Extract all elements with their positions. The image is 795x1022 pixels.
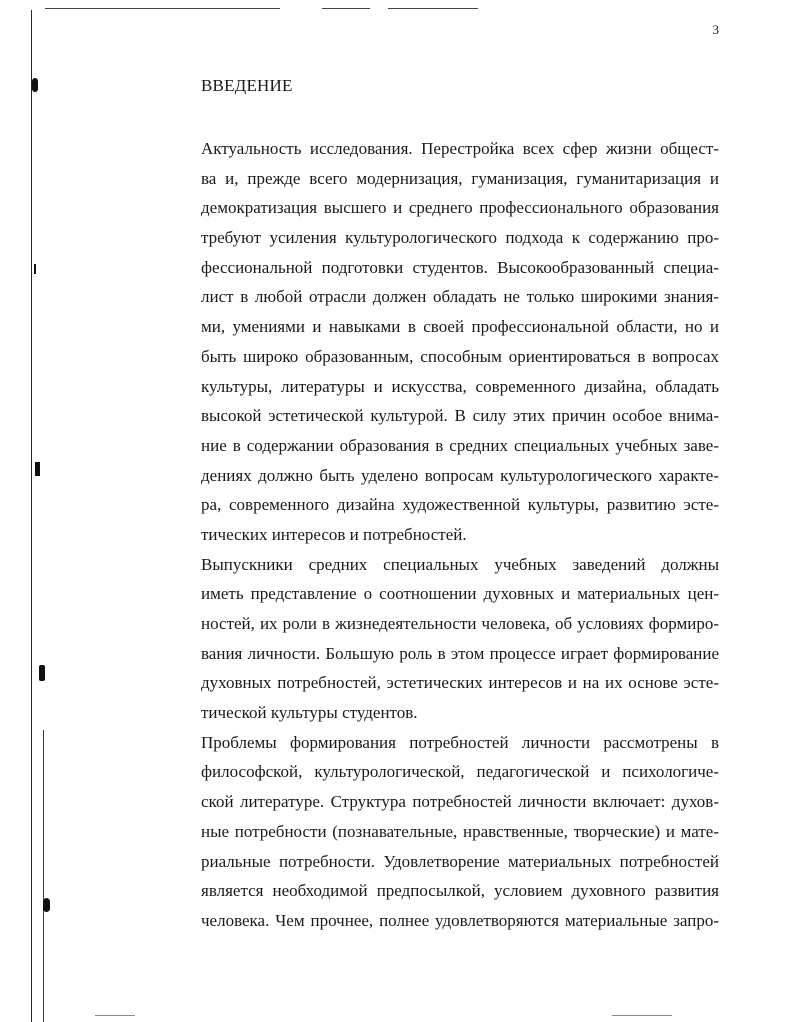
text-line: ние в содержании образования в средних специальных учебных заве- <box>201 435 719 455</box>
text-line: дениях должно быть уделено вопросам культурологического характе- <box>201 465 719 485</box>
text-line: Выпускники средних специальных учебных заведений должны <box>201 554 719 574</box>
paragraph-3 <box>201 728 719 936</box>
scan-top-edge <box>388 8 478 9</box>
text-line: требуют усиления культурологического подхода к содержанию про- <box>201 228 719 248</box>
text-line: быть широко образованным, способным ориентироваться в вопросах <box>201 346 719 366</box>
text-line: культуры, литературы и искусства, современного дизайна, обладать <box>201 376 719 396</box>
page-number: 3 <box>712 22 719 37</box>
paragraph-2 <box>201 550 719 728</box>
scan-punch-mark <box>39 665 45 681</box>
text-line: вания личности. Большую роль в этом процессе играет формирование <box>201 643 719 663</box>
text-line: Проблемы формирования потребностей личности рассмотрены в <box>201 732 719 752</box>
text-line: фессиональной подготовки студентов. Высокообразованный специа- <box>201 257 719 277</box>
text-line: человека. Чем прочнее, полнее удовлетворяются материальные запро- <box>201 910 719 930</box>
scan-punch-mark <box>32 78 38 92</box>
text-line: философской, культурологической, педагогической и психологиче- <box>201 762 719 782</box>
scan-binding-line <box>31 10 32 1022</box>
text-line: духовных потребностей, эстетических интересов и на их основе эсте- <box>201 673 719 693</box>
scan-punch-mark <box>35 462 40 476</box>
text-line: ные потребности (познавательные, нравственные, творческие) и мате- <box>201 821 719 841</box>
text-line: Актуальность исследования. Перестройка всех сфер жизни общест- <box>201 139 719 158</box>
text-line: ностей, их роли в жизнедеятельности человека, об условиях формиро- <box>201 614 719 633</box>
scan-punch-mark <box>34 264 36 274</box>
scan-binding-line-lower <box>43 730 44 1022</box>
section-heading: ВВЕДЕНИЕ <box>201 76 293 95</box>
scan-top-edge <box>45 8 280 9</box>
scan-bottom-edge <box>95 1015 135 1016</box>
text-line: ской литературе. Структура потребностей личности включает: духов- <box>201 792 719 812</box>
text-line: тической культуры студентов. <box>201 703 418 723</box>
text-line: ва и, прежде всего модернизация, гуманизация, гуманитаризация и <box>201 168 719 188</box>
text-line: высокой эстетической культурой. В силу этих причин особое внима- <box>201 406 719 426</box>
text-line: является необходимой предпосылкой, условием духовного развития <box>201 881 719 901</box>
text-line: ми, умениями и навыками в своей профессиональной области, но и <box>201 317 719 337</box>
text-line: риальные потребности. Удовлетворение материальных потребностей <box>201 851 719 871</box>
scan-punch-mark <box>43 898 50 912</box>
text-line: тических интересов и потребностей. <box>201 524 467 544</box>
paragraph-1 <box>201 134 719 550</box>
text-line: иметь представление о соотношении духовных и материальных цен- <box>201 584 719 604</box>
body-text <box>201 134 719 936</box>
text-line: лист в любой отрасли должен обладать не только широкими знания- <box>201 287 719 307</box>
text-line: демократизация высшего и среднего профессионального образования <box>201 198 719 218</box>
text-line: ра, современного дизайна художественной культуры, развитию эсте- <box>201 495 719 515</box>
scan-top-edge <box>322 8 370 9</box>
scan-bottom-edge <box>612 1015 672 1016</box>
